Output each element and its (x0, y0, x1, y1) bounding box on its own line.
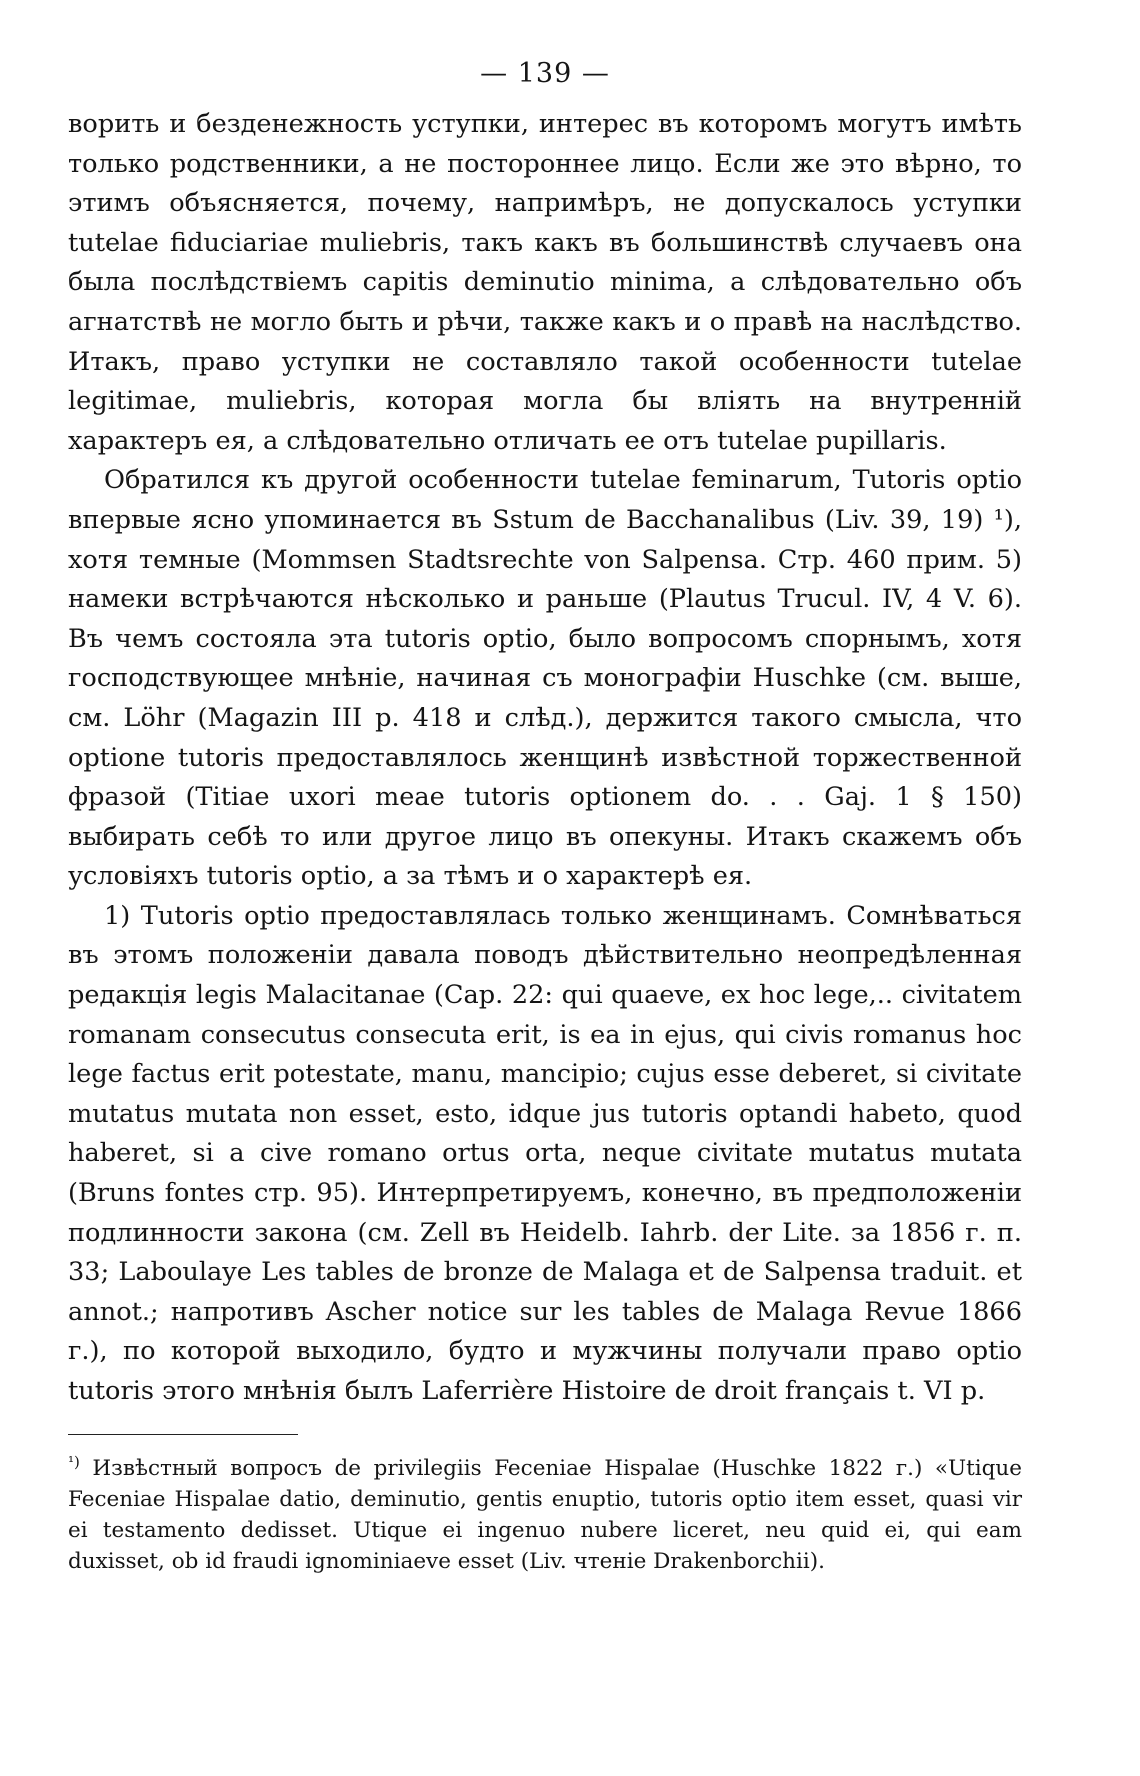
paragraph-continued: ворить и безденежность уступки, интерес въ которомъ могутъ имѣть только родственники, а не постороннее лицо. Если же это вѣрно, то этимъ объясняется, почему, напримѣръ, не допускалось уступки tutelae fiduciariae muliebris, такъ какъ въ большинствѣ случаевъ она была послѣдствіемъ capitis deminutio minima, а слѣдовательно объ агнатствѣ не могло быть и рѣчи, также какъ и о правѣ на наслѣдство. Итакъ, право уступки не составляло такой особенности tutelae legitimae, muliebris, которая могла бы вліять на внутренній характеръ ея, а слѣдовательно отличать ее отъ tutelae pupillaris. (68, 109, 1022, 456)
footnote-text: Извѣстный вопросъ de privilegiis Feceniae Hispalae (Huschke 1822 г.) «Utique Feceniae Hispalae datio, deminutio, gentis enuptio, tutoris optio item esset, quasi vir ei testamento dedisset. Utique ei ingenuo nubere liceret, neu quid ei, qui eam duxisset, ob id fraudi ignominiaeve esset (Liv. чтеніе Drakenborchii). (68, 1455, 1022, 1574)
footnote-mark: ¹) (68, 1452, 80, 1471)
footnote-separator (68, 1434, 298, 1435)
paragraph-tutoris-optio: Обратился къ другой особенности tutelae feminarum, Tutoris optio впервые ясно упоминается въ Sstum de Bacchanalibus (Liv. 39, 19) ¹), хотя темные (Mommsen Stadtsrechte von Salpensa. Стр. 460 прим. 5) намеки встрѣчаются нѣсколько и раньше (Plautus Trucul. IV, 4 V. 6). Въ чемъ состояла эта tutoris optio, было вопросомъ спорнымъ, хотя господствующее мнѣніе, начиная съ монографіи Huschke (см. выше, см. Löhr (Magazin III p. 418 и слѣд.), держится такого смысла, что optione tutoris предоставлялось женщинѣ извѣстной торжественной фразой (Titiae uxori meae tutoris optionem do. . . Gaj. 1 § 150) выбирать себѣ то или другое лицо въ опекуны. Итакъ скажемъ объ условіяхъ tutoris optio, а за тѣмъ и о характерѣ ея. (68, 465, 1022, 892)
main-text (68, 105, 1022, 1412)
paragraph-women-only: 1) Tutoris optio предоставлялась только женщинамъ. Сомнѣваться въ этомъ положеніи давала поводъ дѣйствительно неопредѣленная редакція legis Malacitanae (Cap. 22: qui quaeve, ex hoc lege,.. civitatem romanam consecutus consecuta erit, is ea in ejus, qui civis romanus hoc lege factus erit potestate, manu, mancipio; cujus esse deberet, si civitate mutatus mutata non esset, esto, idque jus tutoris optandi habeto, quod haberet, si a cive romano ortus orta, neque civitate mutatus mutata (Bruns fontes стр. 95). Интерпретируемъ, конечно, въ предположеніи подлинности закона (см. Zell въ Heidelb. Iahrb. der Lite. за 1856 г. п. 33; Laboulaye Les tables de bronze de Malaga et de Salpensa traduit. et annot.; напротивъ Ascher notice sur les tables de Malaga Revue 1866 г.), по которой выходило, будто и мужчины получали право optio tutoris этого мнѣнія былъ Laferrière Histoire de droit français t. VI p. (68, 900, 1022, 1406)
page-number: — 139 — (480, 58, 610, 89)
footnote (68, 1453, 1022, 1577)
